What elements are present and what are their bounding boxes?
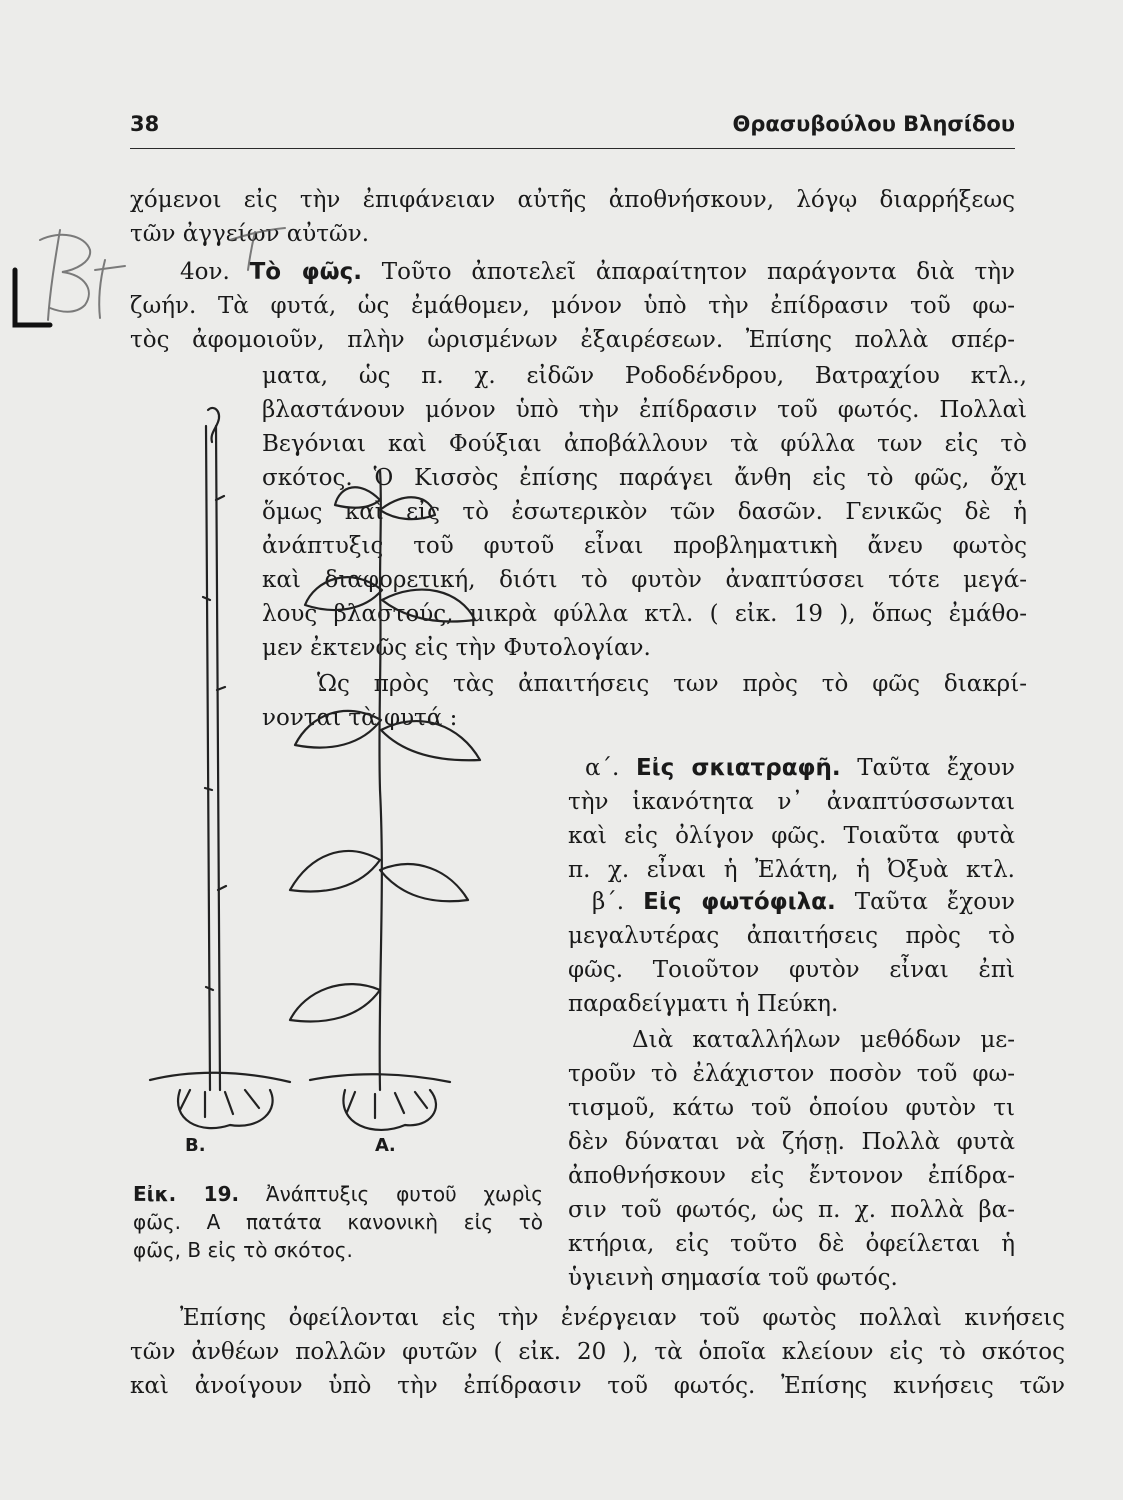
leaf-a5	[295, 711, 381, 748]
leaf-a3	[305, 577, 382, 610]
body-line: π. χ. εἶναι ἡ Ἐλάτη, ἡ Ὀξυὰ κτλ.	[568, 857, 1015, 883]
leaf-a9	[290, 984, 380, 1021]
body-line: λους βλαστούς, μικρὰ φύλλα κτλ. ( εἰκ. 19 ), ὅπως ἐμάθο-	[262, 601, 1027, 627]
body-line: φῶς. Τοιοῦτον φυτὸν εἶναι ἐπὶ	[568, 957, 1015, 983]
body-line: τῶν ἀγγείων αὐτῶν.	[130, 221, 370, 247]
body-line: τροῦν τὸ ἐλάχιστον ποσὸν τοῦ φω-	[568, 1061, 1015, 1087]
plant-a-stem	[379, 470, 381, 1090]
body-line: μεγαλυτέρας ἀπαιτήσεις πρὸς τὸ	[568, 923, 1015, 949]
body-line: κτήρια, εἰς τοῦτο δὲ ὀφείλεται ἡ	[568, 1231, 1015, 1257]
caption-text-1: Ἀνάπτυξις φυτοῦ χωρὶς	[265, 1182, 544, 1206]
item-b-line	[592, 886, 1015, 918]
plant-b-tip	[208, 408, 219, 442]
body-line: τὴν ἱκανότητα ν᾿ ἀναπτύσσωνται	[568, 789, 1015, 815]
item-b-text: Ταῦτα ἔχουν	[854, 889, 1016, 915]
body-line: τὸς ἀφομοιοῦν, πλὴν ὡρισμένων ἐξαιρέσεων. Ἐπίσης πολλὰ σπέρ-	[130, 327, 1015, 353]
section-4-title: Τὸ φῶς.	[249, 259, 362, 285]
item-a-label: α΄.	[585, 755, 620, 781]
body-line: παραδείγματι ἡ Πεύκη.	[568, 991, 839, 1017]
figure-19-plants	[130, 390, 550, 1170]
roots-b	[180, 1090, 259, 1117]
leaf-a4	[382, 590, 475, 622]
body-line: ματα, ὡς π. χ. εἰδῶν Ροδοδένδρου, Βατραχίου κτλ.,	[262, 363, 1027, 389]
page-number: 38	[130, 112, 160, 136]
body-line: ἀνάπτυξις τοῦ φυτοῦ εἶναι προβληματικὴ ἄνευ φωτὸς	[262, 533, 1027, 559]
body-line: Διὰ καταλλήλων μεθόδων με-	[632, 1027, 1015, 1053]
caption-number: Εἰκ. 19.	[133, 1182, 240, 1206]
body-line: Ἐπίσης ὀφείλονται εἰς τὴν ἐνέργειαν τοῦ φωτὸς πολλαὶ κινήσεις	[180, 1305, 1065, 1331]
body-line: σιν τοῦ φωτός, ὡς π. χ. πολλὰ βα-	[568, 1197, 1015, 1223]
body-line: καὶ εἰς ὀλίγον φῶς. Τοιαῦτα φυτὰ	[568, 823, 1015, 849]
leaf-a8	[380, 864, 468, 901]
leaf-a1	[335, 487, 380, 507]
plant-b-stem-left	[206, 426, 210, 1090]
leaf-a2	[380, 497, 435, 519]
item-a-title: Εἰς σκιατραφῆ.	[635, 755, 841, 781]
section-4-line	[180, 256, 1015, 288]
body-line: ζωήν. Τὰ φυτά, ὡς ἐμάθομεν, μόνον ὑπὸ τὴν ἐπίδρασιν τοῦ φω-	[130, 293, 1015, 319]
body-line: χόμενοι εἰς τὴν ἐπιφάνειαν αὐτῆς ἀποθνήσκουν, λόγῳ διαρρήξεως	[130, 187, 1015, 213]
caption-line-1	[133, 1180, 543, 1208]
item-b-label: β΄.	[592, 889, 625, 915]
caption-line-3: φῶς, Β εἰς τὸ σκότος.	[133, 1238, 353, 1262]
body-line: σκότος. Ὁ Κισσὸς ἐπίσης παράγει ἄνθη εἰς τὸ φῶς, ὄχι	[262, 465, 1027, 491]
running-head: Θρασυβούλου Βλησίδου	[732, 112, 1015, 136]
body-line: ὑγιεινὴ σημασία τοῦ φωτός.	[568, 1265, 898, 1291]
caption-line-2: φῶς. Α πατάτα κανονικὴ εἰς τὸ	[133, 1210, 543, 1234]
section-4-text: Τοῦτο ἀποτελεῖ ἀπαραίτητον παράγοντα διὰ τὴν	[381, 259, 1016, 285]
header-rule	[130, 148, 1015, 149]
body-line: μεν ἐκτενῶς εἰς τὴν Φυτολογίαν.	[262, 635, 651, 661]
page-header	[130, 112, 1015, 148]
leaf-a6	[381, 721, 480, 760]
body-line: δὲν δύναται νὰ ζήσῃ. Πολλὰ φυτὰ	[568, 1129, 1015, 1155]
figure-label-a: Α.	[375, 1135, 396, 1156]
tuber-a	[343, 1090, 436, 1130]
plant-b-stem-right	[216, 426, 220, 1090]
body-line: Βεγόνιαι καὶ Φούξιαι ἀποβάλλουν τὰ φύλλα των εἰς τὸ	[262, 431, 1027, 457]
roots-a	[347, 1092, 427, 1118]
body-line: ἀποθνήσκουν εἰς ἔντονον ἐπίδρα-	[568, 1163, 1015, 1189]
body-line: βλαστάνουν μόνον ὑπὸ τὴν ἐπίδρασιν τοῦ φωτός. Πολλαὶ	[262, 397, 1027, 423]
section-4-label: 4ον.	[180, 259, 230, 285]
item-a-text: Ταῦτα ἔχουν	[857, 755, 1015, 781]
item-a-line	[585, 752, 1015, 784]
body-line: ὅμως καὶ εἰς τὸ ἐσωτερικὸν τῶν δασῶν. Γενικῶς δὲ ἡ	[262, 499, 1027, 525]
figure-label-b: Β.	[185, 1135, 206, 1156]
leaf-a7	[290, 851, 380, 891]
body-line: νονται τὰ φυτά :	[262, 705, 458, 731]
body-line: Ὡς πρὸς τὰς ἀπαιτήσεις των πρὸς τὸ φῶς διακρί-	[317, 671, 1027, 697]
body-line: τῶν ἀνθέων πολλῶν φυτῶν ( εἰκ. 20 ), τὰ ὁποῖα κλείουν εἰς τὸ σκότος	[130, 1339, 1065, 1365]
body-line: καὶ ἀνοίγουν ὑπὸ τὴν ἐπίδρασιν τοῦ φωτός. Ἐπίσης κινήσεις τῶν	[130, 1373, 1065, 1399]
body-line: καὶ διαφορετική, διότι τὸ φυτὸν ἀναπτύσσει τότε μεγά-	[262, 567, 1027, 593]
handwritten-annotation	[0, 200, 300, 340]
item-b-title: Εἰς φωτόφιλα.	[643, 889, 836, 915]
body-line: τισμοῦ, κάτω τοῦ ὁποίου φυτὸν τι	[568, 1095, 1015, 1121]
figure-caption	[133, 1180, 543, 1264]
